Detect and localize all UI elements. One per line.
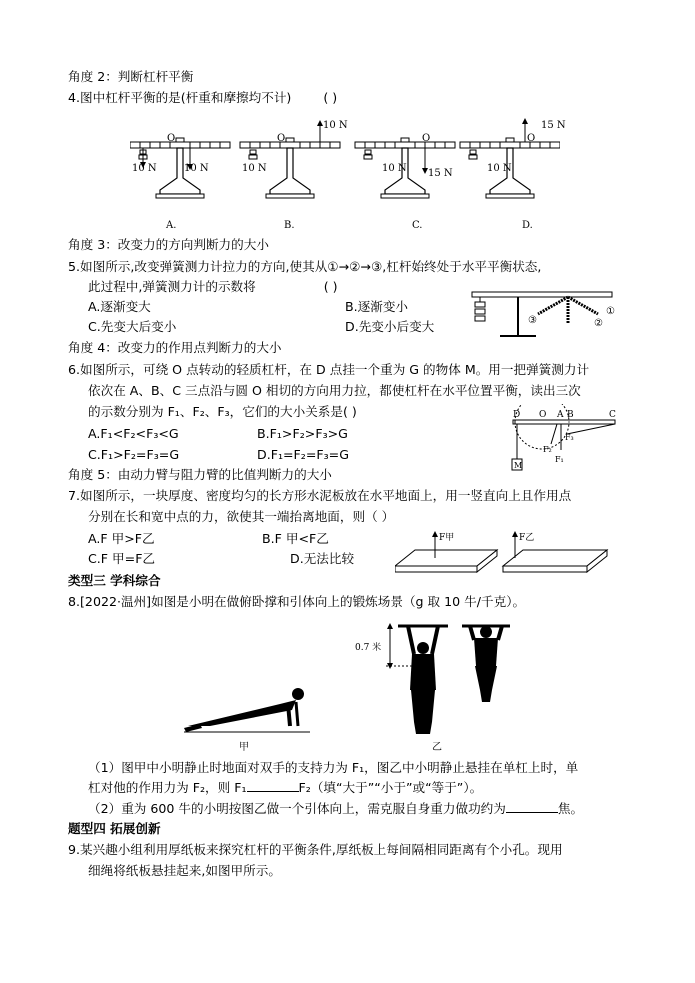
q4b-right-force: 10 N [323,120,348,131]
q4a-right-force: 10 N [184,163,209,174]
q5-option-c: C.先变大后变小 [88,319,177,334]
q8-sub2-answer-blank[interactable] [506,800,558,813]
section-angle4-title: 角度 4：改变力的作用点判断力的大小 [68,340,282,355]
q8-sub1-answer-blank[interactable] [247,779,299,792]
q6-fig-d: D [513,410,521,420]
q8-fig-jia: 甲 [239,742,249,753]
section-type4-title: 题型四 拓展创新 [68,821,161,836]
q8-sub1-suffix: F₂（填“大于”“小于”或“等于”）。 [298,780,483,795]
q7-stem-line1: 7.如图所示，一块厚度、密度均匀的长方形水泥板放在水平地面上，用一竖直向上且作用点 [68,488,572,503]
pushup-person-icon [184,688,310,732]
q6-option-a: A.F₁<F₂<F₃<G [88,426,179,441]
q4c-left-force: 10 N [382,163,407,174]
q7-option-a: A.F 甲>F乙 [88,531,155,546]
q7-stem-line2: 分别在长和宽中点的力，欲使其一端抬离地面，则（ ） [88,509,395,524]
q5-fig-mark-3: ③ [528,315,537,326]
q4d-right-force: 15 N [541,120,566,131]
q6-option-d: D.F₁=F₂=F₃=G [257,447,349,462]
q4c-right-force: 15 N [428,168,453,179]
section-angle5-title: 角度 5：由动力臂与阻力臂的比值判断力的大小 [68,467,332,482]
q7-option-d: D.无法比较 [290,551,355,566]
q4c-pivot: O [422,133,431,144]
section-angle3-title: 角度 3：改变力的方向判断力的大小 [68,237,269,252]
q6-figure [505,404,625,474]
q5-figure [470,278,620,340]
q8-fig-height: 0.7 米 [355,643,382,653]
q6-fig-f2: F₂ [543,445,552,454]
q5-stem-line1: 5.如图所示,改变弹簧测力计拉力的方向,使其从①→②→③,杠杆始终处于水平平衡状态, [68,259,542,274]
q8-stem: 8.[2022·温州]如图是小明在做俯卧撑和引体向上的锻炼场景（g 取 10 牛/千克）。 [68,594,526,609]
q5-fig-mark-2: ② [594,318,603,329]
q5-stem-line2 [88,278,338,295]
q4d-left-force: 10 N [487,163,512,174]
q6-stem-line2: 依次在 A、B、C 三点沿与圆 O 相切的方向用力拉，都使杠杆在水平位置平衡，读出三次 [88,383,581,398]
q5-stem-text: 此过程中,弹簧测力计的示数将 [88,279,256,294]
q4d-pivot: O [527,133,536,144]
q4-stem-text: 4.图中杠杆平衡的是(杆重和摩擦均不计) [68,90,292,105]
q4a-left-force: 10 N [132,163,157,174]
q6-fig-m: M [514,461,523,470]
q6-fig-f1: F₁ [555,455,564,464]
q8-sub2-prefix: （2）重为 600 牛的小明按图乙做一个引体向上，需克服自身重力做功约为 [88,801,506,816]
q7-option-c: C.F 甲=F乙 [88,551,156,566]
q7-figure [395,528,625,578]
section-type3-title: 类型三 学科综合 [68,573,161,588]
q7-fig-f-yi: F乙 [519,533,535,543]
q6-option-b: B.F₁>F₂>F₃>G [257,426,348,441]
q4-option-d: D. [522,220,533,231]
section-angle2-title: 角度 2：判断杠杆平衡 [68,69,194,84]
q6-fig-f3: F₃ [565,433,574,442]
q4b-left-force: 10 N [242,163,267,174]
q4-option-c: C. [412,220,423,231]
q7-fig-f-jia: F甲 [439,533,455,543]
q8-sub1-line1: （1）图甲中小明静止时地面对双手的支持力为 F₁，图乙中小明静止悬挂在单杠上时，单 [88,760,579,775]
q6-fig-o: O [539,410,547,420]
q8-sub2 [88,800,583,817]
q8-sub1-line2 [88,779,482,796]
q6-stem-line3: 的示数分别为 F₁、F₂、F₃，它们的大小关系是( ) [88,404,357,419]
q4-option-a: A. [166,220,177,231]
q4-stem [68,89,337,106]
q8-sub2-suffix: 焦。 [557,801,584,816]
pullup-person-back-icon [470,626,502,702]
q5-option-a: A.逐渐变大 [88,299,151,314]
q8-figure [180,618,520,753]
q6-option-c: C.F₁>F₂=F₃=G [88,447,180,462]
q5-fig-mark-1: ① [606,306,615,317]
q6-fig-a: A [557,410,564,420]
q6-fig-c: C [609,410,616,420]
pullup-person-icon [408,626,438,734]
q5-option-d: D.先变小后变大 [345,319,435,334]
q5-option-b: B.逐渐变小 [345,299,409,314]
q4a-pivot: O [167,133,176,144]
q6-fig-b: B [567,410,574,420]
q4-answer-paren: ( ) [323,90,338,105]
q9-stem-line2: 细绳将纸板悬挂起来,如图甲所示。 [88,863,281,878]
q5-answer-paren: ( ) [323,279,338,294]
q4-option-b: B. [284,220,295,231]
q8-sub1-prefix: 杠对他的作用力为 F₂，则 F₁ [88,780,247,795]
q6-stem-line1: 6.如图所示，可绕 O 点转动的轻质杠杆，在 D 点挂一个重为 G 的物体 M。用一把弹簧测力计 [68,362,590,377]
q4b-pivot: O [277,133,286,144]
q9-stem-line1: 9.某兴趣小组利用厚纸板来探究杠杆的平衡条件,厚纸板上每间隔相同距离有个小孔。现用 [68,842,563,857]
q7-option-b: B.F 甲<F乙 [262,531,329,546]
q8-fig-yi: 乙 [432,742,442,753]
